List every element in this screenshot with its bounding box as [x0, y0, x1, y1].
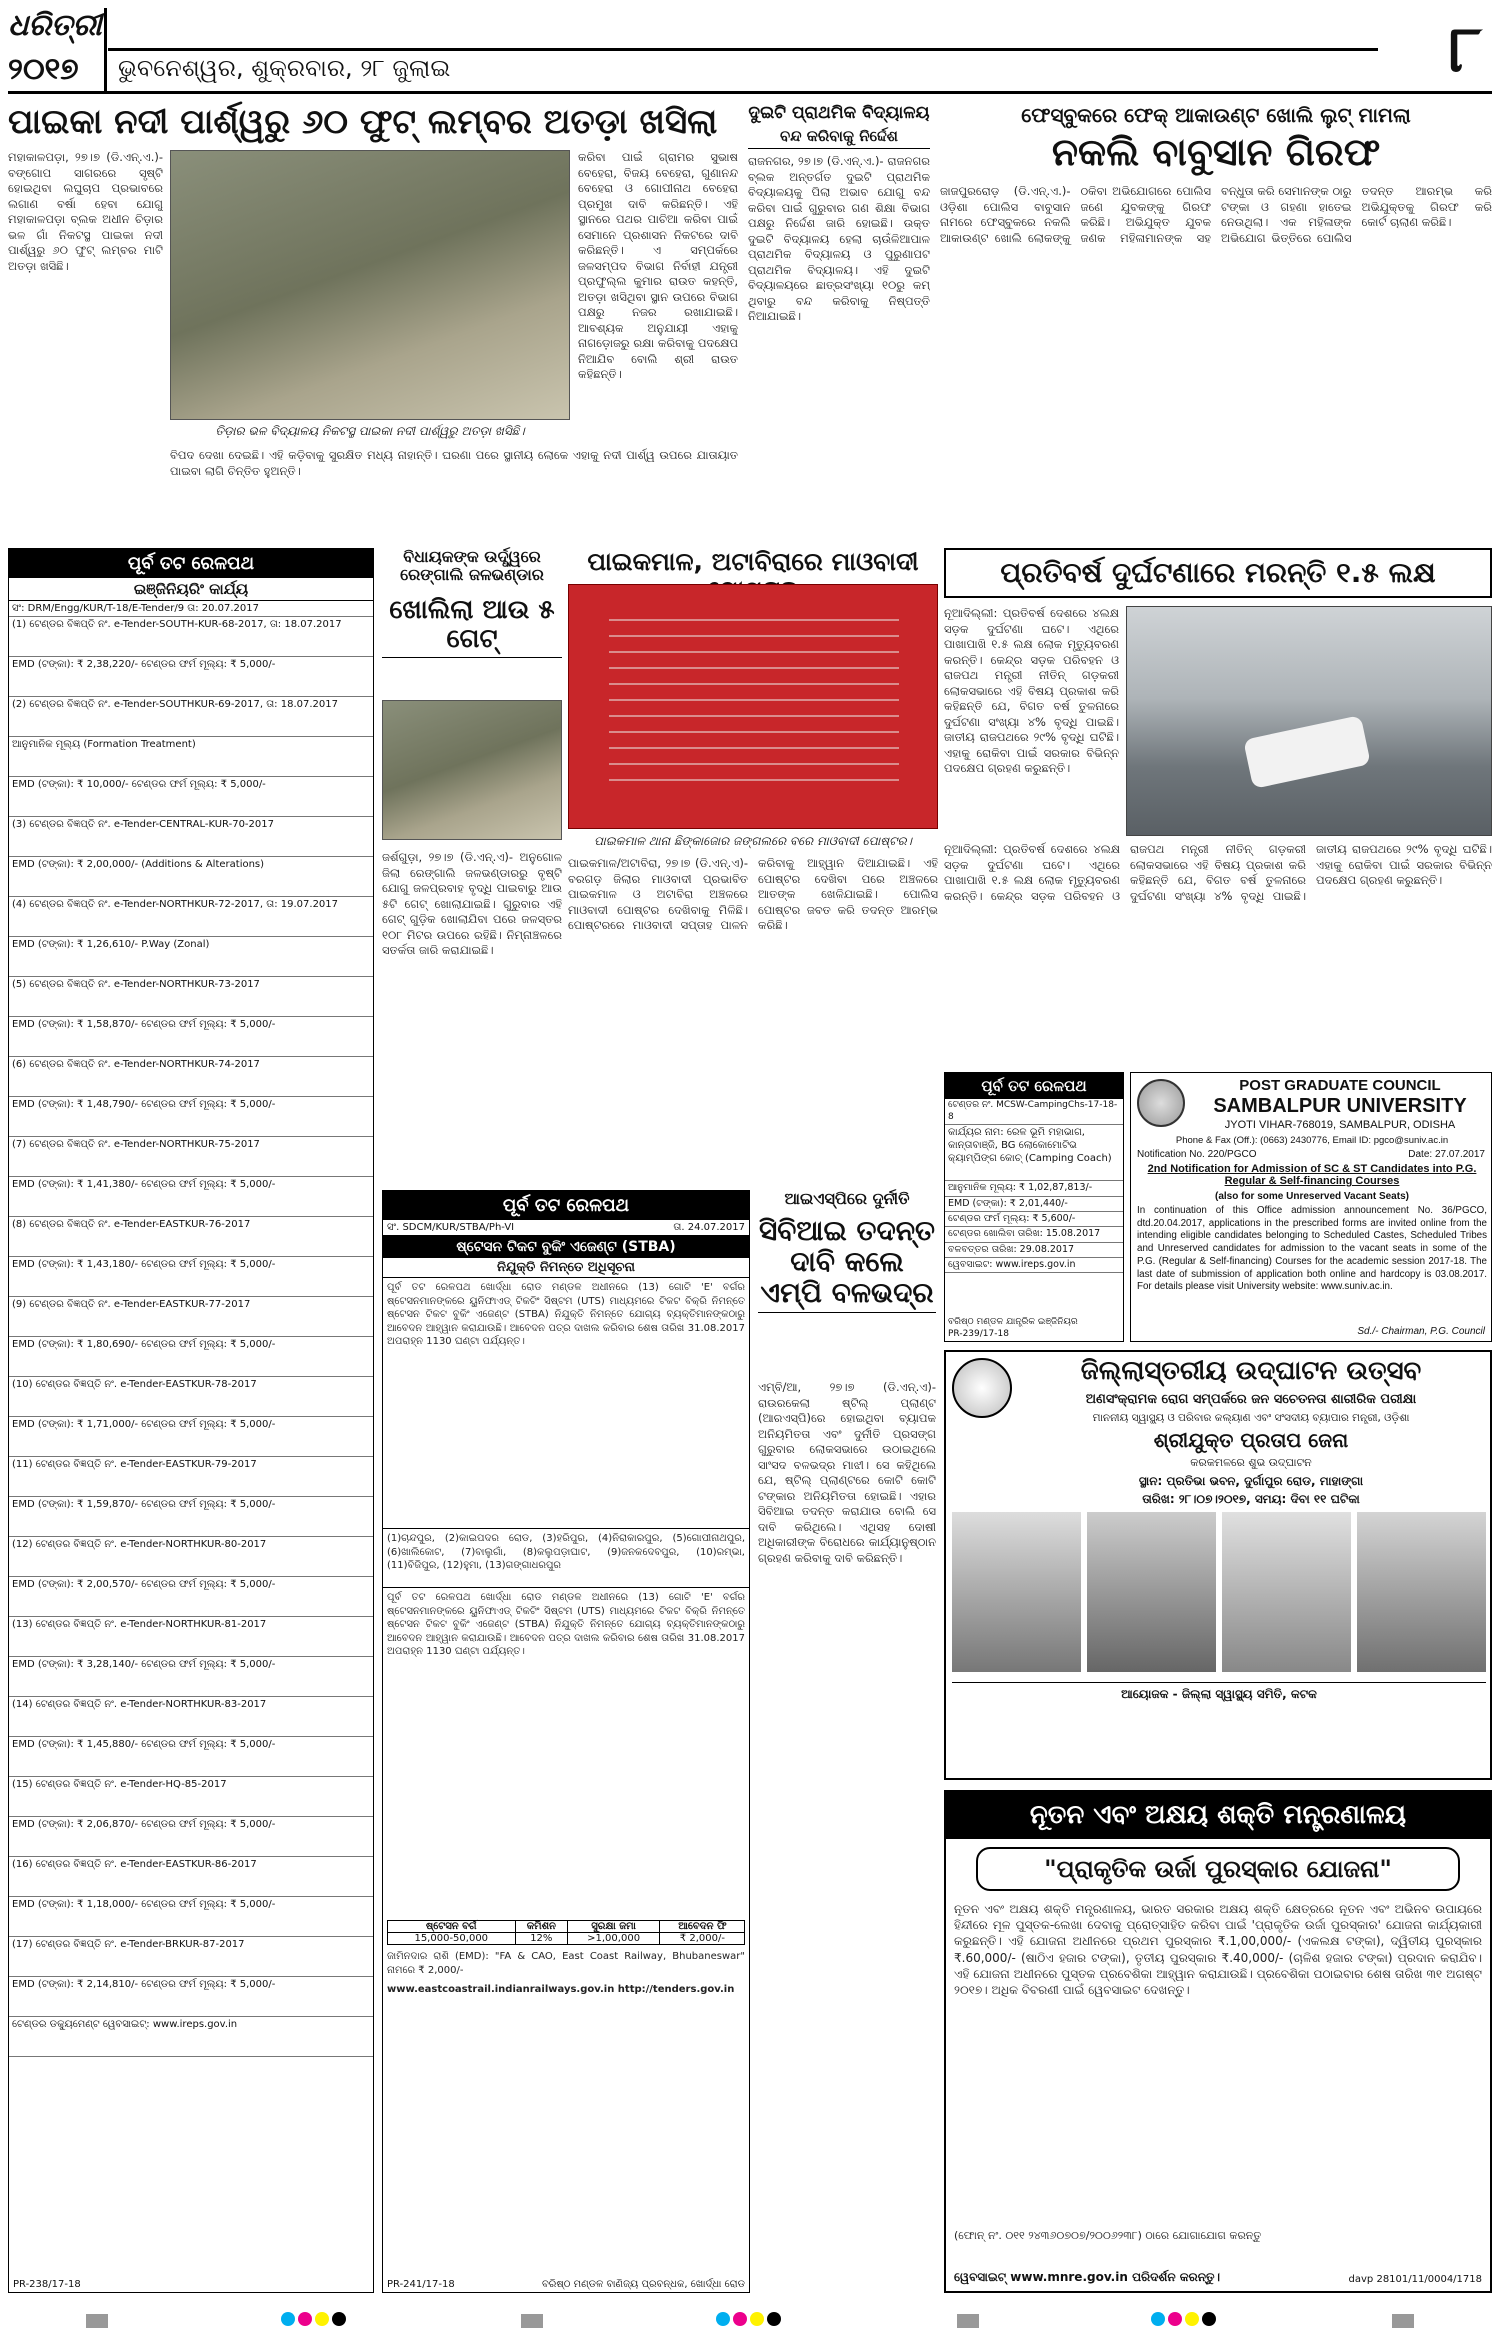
camping-line: ଟେଣ୍ଡର ଫର୍ମ ମୂଲ୍ୟ: ₹ 5,600/-: [945, 1212, 1123, 1227]
tender-row: EMD (ଟଙ୍କା): ₹ 10,000/- ଟେଣ୍ଡର ଫର୍ମ ମୂଲ୍ୟ: ₹ 5,000/-: [9, 777, 373, 817]
tender-row: (1) ଟେଣ୍ଡର ବିଜ୍ଞପ୍ତି ନଂ. e-Tender-SOUTH-KUR-68-2017, ତା: 18.07.2017: [9, 617, 373, 657]
school-body: ରାଜନଗର, ୨୭।୭ (ଡି.ଏନ୍.ଏ.)- ରାଜନଗର ବ୍ଲକ ଅନ୍ତର୍ଗତ ଦୁଇଟି ପ୍ରାଥମିକ ବିଦ୍ୟାଳୟକୁ ପିଲା ଅଭାବ ଯୋଗୁ ବନ୍ଦ କରିବା ପାଇଁ ଗୁରୁବାର ଗଣ ଶିକ୍ଷା ବିଭାଗ ପକ୍ଷରୁ ନିର୍ଦ୍ଦେଶ ଜାରି ହୋଇଛି। ଉକ୍ତ ଦୁଇଟି ବିଦ୍ୟାଳୟ ହେଲା ଚାଉଁଳିଆପାଳ ପ୍ରାଥମିକ ବିଦ୍ୟାଳୟ ଓ ପୁରୁଣାପଟ ପ୍ରାଥମିକ ବିଦ୍ୟାଳୟ। ଏହି ଦୁଇଟି ବିଦ୍ୟାଳୟରେ ଛାତ୍ରସଂଖ୍ୟା ୧୦ରୁ କମ୍ ଥିବାରୁ ବନ୍ଦ କରିବାକୁ ନିଷ୍ପତ୍ତି ନିଆଯାଇଛି।: [748, 154, 930, 324]
gates-kicker: ବିଧାୟକଙ୍କ ଉର୍ଦ୍ଧ୍ୱରେ ରେଙ୍ଗାଲି ଜଳଭଣ୍ଡାର: [400, 547, 544, 584]
stba-tender-notice: [382, 1190, 750, 2293]
tender-row: EMD (ଟଙ୍କା): ₹ 1,45,880/- ଟେଣ୍ଡର ଫର୍ମ ମୂଲ୍ୟ: ₹ 5,000/-: [9, 1737, 373, 1777]
lead-body: କରିବା ପାଇଁ ଗ୍ରାମର ସୁଭାଷ ବେହେରା, ବିଜୟ ବେହେରା, ଗୁଣାନନ୍ଦ ବେହେରା ଓ ଗୋପୀନାଥ ବେହେରା ପ୍ରମୁଖ ଦାବି କରିଛନ୍ତି। ଏହି ସ୍ଥାନରେ ପଥର ପାଚିଆ କରିବା ପାଇଁ ସେମାନେ ପ୍ରଶାସନ ନିକଟରେ ଦାବି କରିଛନ୍ତି। ଏ ସମ୍ପର୍କରେ ଜଳସମ୍ପଦ ବିଭାଗ ନିର୍ବାହୀ ଯନ୍ତ୍ରୀ ପ୍ରଫୁଲ୍ଲ କୁମାର ରାଉତ କହନ୍ତି, ଅତଡ଼ା ଖସିଥିବା ସ୍ଥାନ ଉପରେ ବିଭାଗ ପକ୍ଷରୁ ନଜର ରଖାଯାଇଛି। ଆବଶ୍ୟକ ଅନୁଯାୟୀ ଏହାକୁ ନାଗଡ଼ୋଜରୁ ରକ୍ଷା କରିବାକୁ ପଦକ୍ଷେପ ନିଆଯିବ ବୋଲି ଶ୍ରୀ ରାଉତ କହିଛନ୍ତି।: [578, 150, 738, 382]
health-photo-2: [1087, 1512, 1216, 1672]
masthead-year: ୨୦୧୭: [8, 52, 79, 87]
chairman-signature: Sd./- Chairman, P.G. Council: [1357, 1326, 1485, 1337]
university-seal-icon: [1137, 1079, 1185, 1127]
camping-coach-tender: [944, 1072, 1124, 1342]
tender-row: (11) ଟେଣ୍ଡର ବିଜ୍ଞପ୍ତି ନଂ. e-Tender-EASTKUR-79-2017: [9, 1457, 373, 1497]
tender-row: EMD (ଟଙ୍କା): ₹ 2,00,000/- (Additions & Alterations): [9, 857, 373, 897]
masthead-dateline: ଭୁବନେଶ୍ୱର, ଶୁକ୍ରବାର, ୨୮ ଜୁଲାଇ: [118, 54, 451, 82]
tender-row: (9) ଟେଣ୍ଡର ବିଜ୍ଞପ୍ତି ନଂ. e-Tender-EASTKUR-77-2017: [9, 1297, 373, 1337]
maoist-body: ପାଇକମାଳ/ଅଟାବିରା, ୨୭।୭ (ଡି.ଏନ୍.ଏ)- ବରଗଡ଼ ଜିଲାର ମାଓବାଦୀ ପ୍ରଭାବିତ ପାଇକମାଳ ଓ ଅଟାବିରା ଅଞ୍ଚଳରେ ମାଓବାଦୀ ପୋଷ୍ଟର ଦେଖିବାକୁ ମିଳିଛି। ପୋଷ୍ଟରରେ ମାଓବାଦୀ ସପ୍ତାହ ପାଳନ କରିବାକୁ ଆହ୍ୱାନ ଦିଆଯାଇଛି। ଏହି ପୋଷ୍ଟର ଦେଖିବା ପରେ ଅଞ୍ଚଳରେ ଆତଙ୍କ ଖେଳିଯାଇଛି। ପୋଲିସ ପୋଷ୍ଟର ଜବତ କରି ତଦନ୍ତ ଆରମ୍ଭ କରିଛି।: [568, 856, 938, 933]
lead-dateline-text: ମହାକାଳପଡ଼ା, ୨୭।୭ (ଡି.ଏନ୍.ଏ.)- ବଙ୍ଗୋପ ସାଗରରେ ସୃଷ୍ଟି ହୋଇଥିବା ଲଘୁଚାପ ପ୍ରଭାବରେ ଲଗାଣ ବର୍ଷା ହେବା ଯୋଗୁ ମହାକାଳପଡ଼ା ବ୍ଲକ ଅଧୀନ ଚିଡ଼ାର ଭଳ ଗାଁ ନିକଟସ୍ଥ ପାଇକା ନଦୀ ପାର୍ଶ୍ୱରୁ ୬୦ ଫୁଟ୍ ଲମ୍ବର ମାଟି ଅତଡ଼ା ଖସିଛି।: [8, 150, 163, 273]
grey-patch: [1392, 2314, 1414, 2328]
mnre-davp: davp 28101/11/0004/1718: [1348, 2274, 1482, 2285]
tender-row: EMD (ଟଙ୍କା): ₹ 1,41,380/- ଟେଣ୍ଡର ଫର୍ମ ମୂଲ୍ୟ: ₹ 5,000/-: [9, 1177, 373, 1217]
stba-body: ପୂର୍ବ ତଟ ରେଳପଥ ଖୋର୍ଦ୍ଧା ରୋଡ ମଣ୍ଡଳ ଅଧୀନରେ (13) ଗୋଟି 'E' ବର୍ଗର ଷ୍ଟେସନମାନଙ୍କରେ ୟୁନିଫାଏଡ୍ ଟିକଟିଂ ସିଷ୍ଟମ (UTS) ମାଧ୍ୟମରେ ଟିକଟ ବିକ୍ରି ନିମନ୍ତେ ଷ୍ଟେସନ ଟିକଟ ବୁକିଂ ଏଜେଣ୍ଟ (STBA) ନିଯୁକ୍ତି ନିମନ୍ତେ ଯୋଗ୍ୟ ବ୍ୟକ୍ତିମାନଙ୍କଠାରୁ ଆବେଦନ ଆହ୍ୱାନ କରାଯାଉଛି। ଆବେଦନ ପତ୍ର ଦାଖଲ କରିବାର ଶେଷ ତାରିଖ 31.08.2017 ଅପରାହ୍ନ 1130 ଘଣ୍ଟା ପର୍ଯ୍ୟନ୍ତ।: [387, 1282, 745, 1347]
facebook-body: ଜାଜପୁରରୋଡ଼ (ଡି.ଏନ୍.ଏ.)- ଓଡ଼ିଶା ପୋଲିସ ବାବୁସାନ ନାମରେ ଫେସ୍‌ବୁକରେ ନକଲି ଆକାଉଣ୍ଟ ଖୋଲି ଲୋକଙ୍କୁ ଠକିବା ଅଭିଯୋଗରେ ପୋଲିସ ଜଣେ ଯୁବକଙ୍କୁ ଗିରଫ କରିଛି। ଅଭିଯୁକ୍ତ ଯୁବକ ଜଣକ ମହିଳାମାନଙ୍କ ସହ ବନ୍ଧୁତା କରି ସେମାନଙ୍କ ଠାରୁ ଟଙ୍କା ଓ ଗହଣା ହାତେଇ ନେଉଥିଲା। ଏକ ମହିଳାଙ୍କ ଅଭିଯୋଗ ଭିତ୍ତିରେ ପୋଲିସ ତଦନ୍ତ ଆରମ୍ଭ କରି ଅଭିଯୁକ୍ତକୁ ଗିରଫ କରି କୋର୍ଟ ଚାଲାଣ କରିଛି।: [940, 184, 1492, 245]
tender-row: EMD (ଟଙ୍କା): ₹ 2,14,810/- ଟେଣ୍ଡର ଫର୍ମ ମୂଲ୍ୟ: ₹ 5,000/-: [9, 1977, 373, 2017]
masthead-divider: [104, 8, 107, 92]
stba-websites: www.eastcoastrail.indianrailways.gov.in http://tenders.gov.in: [387, 1984, 735, 1995]
tender-row: (16) ଟେଣ୍ଡର ବିଜ୍ଞପ୍ତି ନଂ. e-Tender-EASTKUR-86-2017: [9, 1857, 373, 1897]
tender-row: EMD (ଟଙ୍କା): ₹ 2,38,220/- ଟେଣ୍ଡର ଫର୍ମ ମୂଲ୍ୟ: ₹ 5,000/-: [9, 657, 373, 697]
cmyk-dots-2: [716, 2311, 784, 2330]
tender-row: (17) ଟେଣ୍ଡର ବିଜ୍ଞପ୍ତି ନଂ. e-Tender-BRKUR-87-2017: [9, 1937, 373, 1977]
stba-title: ଷ୍ଟେସନ ଟିକଟ ବୁକିଂ ଏଜେଣ୍ଟ (STBA): [383, 1236, 749, 1258]
tender-row: ଟେଣ୍ଡର ଡକ୍ୟୁମେଣ୍ଟ ୱେବସାଇଟ୍: www.ireps.gov.in: [9, 2017, 373, 2057]
accident-headline: ପ୍ରତିବର୍ଷ ଦୁର୍ଘଟଣାରେ ମରନ୍ତି ୧.୫ ଲକ୍ଷ: [1000, 555, 1436, 589]
health-ad-title: ଜିଲ୍ଲାସ୍ତରୀୟ ଉଦ୍‌ଘାଟନ ଉତ୍ସବ: [1080, 1356, 1422, 1386]
tender-row: (4) ଟେଣ୍ଡର ବିଜ୍ଞପ୍ତି ନଂ. e-Tender-NORTHKUR-72-2017, ତା: 19.07.2017: [9, 897, 373, 937]
camping-line: ଟେଣ୍ଡର ଖୋଲିବା ତାରିଖ: 15.08.2017: [945, 1227, 1123, 1242]
grey-patch: [957, 2314, 979, 2328]
tender-notice-ref: ସଂ: DRM/Engg/KUR/T-18/E-Tender/9 ତା: 20.07.2017: [9, 601, 373, 617]
health-photo-4: [1357, 1512, 1486, 1672]
stba-table-header-cell: ଆବେଦନ ଫି: [660, 1921, 745, 1933]
stba-table-header: [387, 1921, 745, 1933]
health-ad-venue: ସ୍ଥାନ: ପ୍ରତିଭା ଭବନ, ଦୁର୍ଗାପୁର ରୋଡ, ମାହାଙ୍ଗା: [1138, 1474, 1364, 1488]
lead-body-2: ବିପଦ ଦେଖା ଦେଇଛି। ଏହି କଡ଼ିବାକୁ ସୁରକ୍ଷିତ ମଧ୍ୟ ନାହାନ୍ତି। ଘରଣା ପରେ ସ୍ଥାନୀୟ ଲୋକେ ଏହାକୁ ନଦୀ ପାର୍ଶ୍ୱ ଉପରେ ଯାତାୟାତ ପାଇବା ଲାଗି ଚିନ୍ତିତ ହୁଅନ୍ତି।: [170, 448, 738, 478]
tender-row: EMD (ଟଙ୍କା): ₹ 2,06,870/- ଟେଣ୍ଡର ଫର୍ମ ମୂଲ୍ୟ: ₹ 5,000/-: [9, 1817, 373, 1857]
tender-banner: ପୂର୍ବ ତଟ ରେଳପଥ: [9, 549, 373, 578]
accident-photo: [1126, 606, 1492, 836]
tender-row: EMD (ଟଙ୍କା): ₹ 2,00,570/- ଟେଣ୍ଡର ଫର୍ମ ମୂଲ୍ୟ: ₹ 5,000/-: [9, 1577, 373, 1617]
tender-row: EMD (ଟଙ୍କା): ₹ 1,48,790/- ଟେଣ୍ଡର ଫର୍ମ ମୂଲ୍ୟ: ₹ 5,000/-: [9, 1097, 373, 1137]
stba-table-header-cell: କମିଶନ: [515, 1921, 567, 1933]
admission-heading: 2nd Notification for Admission of SC & ST Candidates into P.G. Regular & Self-financing Courses: [1147, 1163, 1477, 1187]
tender-row: (5) ଟେଣ୍ଡର ବିଜ୍ଞପ୍ତି ନଂ. e-Tender-NORTHKUR-73-2017: [9, 977, 373, 1017]
health-ad-photos: [952, 1512, 1486, 1672]
overturned-car: [1243, 715, 1371, 789]
stba-table-cell: 15,000-50,000: [387, 1933, 515, 1945]
stba-signatory: ବରିଷ୍ଠ ମଣ୍ଡଳ ବାଣିଜ୍ୟ ପ୍ରବନ୍ଧକ, ଖୋର୍ଦ୍ଧା ରୋଡ: [541, 2279, 745, 2290]
odisha-emblem-icon: [952, 1358, 1012, 1418]
rsp-kicker: ଆଇଏସ୍‌ପିରେ ଦୁର୍ନୀତି: [784, 1189, 910, 1208]
grey-patch: [86, 2314, 108, 2328]
health-ad-subtitle: ଅଣସଂକ୍ରାମକ ରୋଗ ସମ୍ପର୍କରେ ଜନ ସଚେତନତା ଶାରୀରିକ ପରୀକ୍ଷା: [1085, 1392, 1417, 1407]
rsp-headline: ସିବିଆଇ ତଦନ୍ତ ଦାବି କଲେ ଏମ୍‌ପି ବଳଭଦ୍ର: [758, 1216, 936, 1313]
tender-row: EMD (ଟଙ୍କା): ₹ 1,26,610/- P.Way (Zonal): [9, 937, 373, 977]
tender-row: (13) ଟେଣ୍ଡର ବିଜ୍ଞପ୍ତି ନଂ. e-Tender-NORTHKUR-81-2017: [9, 1617, 373, 1657]
health-ad-guest-role: କରକମଳରେ ଶୁଭ ଉଦ୍‌ଘାଟନ: [1190, 1456, 1312, 1469]
tender-row: (15) ଟେଣ୍ଡର ବିଜ୍ଞପ୍ତି ନଂ. e-Tender-HQ-85-2017: [9, 1777, 373, 1817]
stba-table-header-cell: ଷ୍ଟେସନ ବର୍ଗ: [387, 1921, 515, 1933]
masthead-rule: [108, 48, 1378, 51]
facebook-headline: ନକଲି ବାବୁସାନ ଗିରଫ: [1051, 130, 1381, 174]
riverbank-photo-caption: ତିଡ଼ାର ଭଳ ବିଦ୍ୟାଳୟ ନିକଟସ୍ଥ ପାଇକା ନଦୀ ପାର୍ଶ୍ୱରୁ ଅତଡ଼ା ଖସିଛି।: [215, 424, 525, 438]
camping-ref: ଟେଣ୍ଡର ନଂ. MCSW-CampingChs-17-18-8: [945, 1099, 1123, 1125]
stba-date: ତା. 24.07.2017: [673, 1222, 745, 1233]
camping-lines: [945, 1181, 1123, 1273]
tender-row: (3) ଟେଣ୍ଡର ବିଜ୍ଞପ୍ତି ନଂ. e-Tender-CENTRAL-KUR-70-2017: [9, 817, 373, 857]
tender-row: (6) ଟେଣ୍ଡର ବିଜ୍ଞପ୍ତି ନଂ. e-Tender-NORTHKUR-74-2017: [9, 1057, 373, 1097]
camping-body: କାର୍ଯ୍ୟର ନାମ: ରେଳ ଭୂମି ମହାଭାଗ, କାନ୍ତାବାଞ୍ଜି, BG ଲୋକୋମୋଟିଭ କ୍ୟାମ୍ପିଙ୍ଗ କୋଚ୍ (Camping Coach): [945, 1125, 1123, 1181]
facebook-kicker: ଫେସ୍‌ବୁକରେ ଫେକ୍ ଆକାଉଣ୍ଟ ଖୋଲି ଲୁଟ୍ ମାମଲା: [1021, 103, 1411, 127]
tender-row: EMD (ଟଙ୍କା): ₹ 1,80,690/- ଟେଣ୍ଡର ଫର୍ମ ମୂଲ୍ୟ: ₹ 5,000/-: [9, 1337, 373, 1377]
grey-patch: [521, 2314, 543, 2328]
health-inauguration-ad: [944, 1350, 1492, 1780]
pg-council-title: POST GRADUATE COUNCIL: [1239, 1077, 1441, 1094]
tender-row: ଆନୁମାନିକ ମୂଲ୍ୟ (Formation Treatment): [9, 737, 373, 777]
print-registration-strip: [0, 2306, 1500, 2335]
stba-table-cell: >1,00,000: [567, 1933, 660, 1945]
tender-row: (7) ଟେଣ୍ଡର ବିଜ୍ଞପ୍ତି ନଂ. e-Tender-NORTHKUR-75-2017: [9, 1137, 373, 1177]
university-name: SAMBALPUR UNIVERSITY: [1213, 1095, 1467, 1117]
tender-row: (12) ଟେଣ୍ଡର ବିଜ୍ଞପ୍ତି ନଂ. e-Tender-NORTHKUR-80-2017: [9, 1537, 373, 1577]
tender-row: (8) ଟେଣ୍ଡର ବିଜ୍ଞପ୍ତି ନଂ. e-Tender-EASTKUR-76-2017: [9, 1217, 373, 1257]
stba-table-header-cell: ସୁରକ୍ଷା ଜମା: [567, 1921, 660, 1933]
admission-subheading: (also for some Unreserved Vacant Seats): [1215, 1191, 1409, 1202]
health-ad-guest: ଶ୍ରୀଯୁକ୍ତ ପ୍ରତାପ ଜେନା: [1153, 1428, 1349, 1452]
health-photo-3: [1222, 1512, 1351, 1672]
tender-row: (2) ଟେଣ୍ଡର ବିଜ୍ଞପ୍ତି ନଂ. e-Tender-SOUTHKUR-69-2017, ତା: 18.07.2017: [9, 697, 373, 737]
school-headline: ଦୁଇଟି ପ୍ରାଥମିକ ବିଦ୍ୟାଳୟ: [748, 103, 930, 123]
masthead: [8, 8, 1492, 94]
camping-banner: ପୂର୍ବ ତଟ ରେଳପଥ: [945, 1073, 1123, 1099]
camping-line: ୱେବସାଇଟ: www.ireps.gov.in: [945, 1258, 1123, 1273]
tender-row: EMD (ଟଙ୍କା): ₹ 1,43,180/- ଟେଣ୍ଡର ଫର୍ମ ମୂଲ୍ୟ: ₹ 5,000/-: [9, 1257, 373, 1297]
health-photo-1: [952, 1512, 1081, 1672]
health-ad-organizer: ଆୟୋଜକ - ଜିଲ୍ଲା ସ୍ୱାସ୍ଥ୍ୟ ସମିତି, କଟକ: [952, 1682, 1486, 1702]
camping-signatory: ବରିଷ୍ଠ ମଣ୍ଡଳ ଯାନ୍ତ୍ରିକ ଇଞ୍ଜିନିୟର: [948, 1317, 1078, 1327]
accident-body: ନୂଆଦିଲ୍ଲୀ: ପ୍ରତିବର୍ଷ ଦେଶରେ ୪ଲକ୍ଷ ସଡ଼କ ଦୁର୍ଘଟଣା ଘଟେ। ଏଥିରେ ପାଖାପାଖି ୧.୫ ଲକ୍ଷ ଲୋକ ମୃତ୍ୟୁବରଣ କରନ୍ତି। କେନ୍ଦ୍ର ସଡ଼କ ପରିବହନ ଓ ରାଜପଥ ମନ୍ତ୍ରୀ ନୀତିନ୍ ଗଡ଼କରୀ ଲୋକସଭାରେ ଏହି ବିଷୟ ପ୍ରକାଶ କରି କହିଛନ୍ତି ଯେ, ବିଗତ ବର୍ଷ ତୁଳନାରେ ଦୁର୍ଘଟଣା ସଂଖ୍ୟା ୪% ବୃଦ୍ଧି ପାଇଛି। ଜାତୀୟ ରାଜପଥରେ ୨୯% ବୃଦ୍ଧି ଘଟିଛି। ଏହାକୁ ରୋକିବା ପାଇଁ ସରକାର ବିଭିନ୍ନ ପଦକ୍ଷେପ ଗ୍ରହଣ କରୁଛନ୍ତି।: [944, 606, 1119, 776]
sambalpur-university-notice: [1130, 1072, 1492, 1342]
cmyk-dots-1: [281, 2311, 349, 2330]
notification-date: Date: 27.07.2017: [1408, 1149, 1485, 1160]
tender-subtitle: ଇଞ୍ଜିନିୟରିଂ କାର୍ଯ୍ୟ: [9, 578, 373, 601]
stba-body-2: ପୂର୍ବ ତଟ ରେଳପଥ ଖୋର୍ଦ୍ଧା ରୋଡ ମଣ୍ଡଳ ଅଧୀନରେ (13) ଗୋଟି 'E' ବର୍ଗର ଷ୍ଟେସନମାନଙ୍କରେ ୟୁନିଫାଏଡ୍ ଟିକଟିଂ ସିଷ୍ଟମ (UTS) ମାଧ୍ୟମରେ ଟିକଟ ବିକ୍ରି ନିମନ୍ତେ ଷ୍ଟେସନ ଟିକଟ ବୁକିଂ ଏଜେଣ୍ଟ (STBA) ନିଯୁକ୍ତି ନିମନ୍ତେ ଯୋଗ୍ୟ ବ୍ୟକ୍ତିମାନଙ୍କଠାରୁ ଆବେଦନ ଆହ୍ୱାନ କରାଯାଉଛି। ଆବେଦନ ପତ୍ର ଦାଖଲ କରିବାର ଶେଷ ତାରିଖ 31.08.2017 ଅପରାହ୍ନ 1130 ଘଣ୍ଟା ପର୍ଯ୍ୟନ୍ତ।: [387, 1592, 745, 1657]
stba-banner: ପୂର୍ବ ତଟ ରେଳପଥ: [383, 1191, 749, 1220]
camping-line: ଆନୁମାନିକ ମୂଲ୍ୟ: ₹ 1,02,87,813/-: [945, 1181, 1123, 1196]
mnre-ministry: ନୂତନ ଏବଂ ଅକ୍ଷୟ ଶକ୍ତି ମନ୍ତ୍ରଣାଳୟ: [946, 1792, 1490, 1839]
tender-row: EMD (ଟଙ୍କା): ₹ 1,18,000/- ଟେଣ୍ଡର ଫର୍ମ ମୂଲ୍ୟ: ₹ 5,000/-: [9, 1897, 373, 1937]
tender-row: EMD (ଟଙ୍କା): ₹ 1,59,870/- ଟେଣ୍ଡର ଫର୍ମ ମୂଲ୍ୟ: ₹ 5,000/-: [9, 1497, 373, 1537]
tender-row: (10) ଟେଣ୍ଡର ବିଜ୍ଞପ୍ତି ନଂ. e-Tender-EASTKUR-78-2017: [9, 1377, 373, 1417]
university-contact: Phone & Fax (Off.): (0663) 2430776, Email ID: pgco@suniv.ac.in: [1175, 1135, 1449, 1146]
health-ad-datetime: ତାରିଖ: ୨୮।୦୭।୨୦୧୭, ସମୟ: ଦିବା ୧୧ ଘଟିକା: [1142, 1492, 1360, 1506]
lead-headline: ପାଇକା ନଦୀ ପାର୍ଶ୍ୱରୁ ୬୦ ଫୁଟ୍ ଲମ୍ବର ଅତଡ଼ା ଖସିଲା: [8, 102, 718, 142]
rsp-body: ଏମ୍‌ବି/ଆ, ୨୭।୭ (ଡି.ଏନ୍.ଏ)- ରାଉରକେଲା ଷ୍ଟିଲ୍ ପ୍ଲାଣ୍ଟ (ଆରଏସ୍‌ପି)ରେ ହୋଇଥିବା ବ୍ୟାପକ ଅନିୟମିତତା ଏବଂ ଦୁର୍ନୀତି ପ୍ରସଙ୍ଗ ଗୁରୁବାର ଲୋକସଭାରେ ଉଠାଇଥିଲେ ସାଂସଦ ବଳଭଦ୍ର ମାଝୀ। ସେ କହିଥିଲେ ଯେ, ଷ୍ଟିଲ୍ ପ୍ଲାଣ୍ଟରେ କୋଟି କୋଟି ଟଙ୍କାର ଅନିୟମିତତା ହୋଇଛି। ଏହାର ସିବିଆଇ ତଦନ୍ତ କରାଯାଉ ବୋଲି ସେ ଦାବି କରିଥିଲେ। ଏଥିସହ ଦୋଷୀ ଅଧିକାରୀଙ୍କ ବିରୋଧରେ କାର୍ଯ୍ୟାନୁଷ୍ଠାନ ଗ୍ରହଣ କରିବାକୁ ଦାବି କରିଛନ୍ତି।: [758, 1380, 936, 1565]
maoist-headline: ପାଇକମାଳ, ଅଟାବିରାରେ ମାଓବାଦୀ: [587, 547, 919, 576]
tender-footer: PR-238/17-18: [13, 2279, 81, 2290]
stba-subtitle: ନିଯୁକ୍ତି ନିମନ୍ତେ ଅଧିସୂଚନା: [383, 1258, 749, 1278]
camping-footer: PR-239/17-18: [948, 1329, 1009, 1339]
stba-stations: (1)ଚାନ୍ଦପୁର, (2)କାଇପଦର ରୋଡ, (3)ହରିପୁର, (4)ନିରାକାରପୁର, (5)ଗୋପୀନାଥପୁର, (6)ଖାଲିକୋଟ, (7)ବାଲୁଗାଁ, (8)କଲୁପଡ଼ାଘାଟ, (9)ଜନକଦେବପୁର, (10)ରମ୍ଭା, (11)ବିଜିପୁର, (12)ହୁମା, (13)ଗଙ୍ଗାଧରପୁର: [383, 1528, 749, 1588]
stba-ref: ସଂ. SDCM/KUR/STBA/Ph-VI: [387, 1222, 515, 1233]
mnre-address: (ଫୋନ୍ ନଂ. ୦୧୧ ୨୪୩୬୦୭୦୭/୨୦୦୬୨୩୮) ଠାରେ ଯୋଗାଯୋଗ କରନ୍ତୁ: [954, 2229, 1262, 2242]
camping-line: EMD (ଟଙ୍କା): ₹ 2,01,440/-: [945, 1197, 1123, 1212]
tender-row: EMD (ଟଙ୍କା): ₹ 3,28,140/- ଟେଣ୍ଡର ଫର୍ମ ମୂଲ୍ୟ: ₹ 5,000/-: [9, 1657, 373, 1697]
stba-footer: PR-241/17-18: [387, 2279, 455, 2290]
school-subhead: ବନ୍ଦ କରିବାକୁ ନିର୍ଦ୍ଦେଶ: [748, 128, 930, 149]
page-number: ୮: [1448, 12, 1482, 87]
gates-body: ଜର୍ଶଗୁଡ଼ା, ୨୭।୭ (ଡି.ଏନ୍.ଏ)- ଅନୁଗୋଳ ଜିଲା ରେଙ୍ଗାଲି ଜଳଭଣ୍ଡାରରୁ ବୃଷ୍ଟି ଯୋଗୁ ଜଳପ୍ରବାହ ବୃଦ୍ଧି ପାଇବାରୁ ଆଉ ୫ଟି ଗେଟ୍ ଖୋଲାଯାଇଛି। ଗୁରୁବାର ଏହି ଗେଟ୍ ଗୁଡ଼ିକ ଖୋଲାଯିବା ପରେ ଜଳସ୍ତର ୧୦୮ ମିଟର ଉପରେ ରହିଛି। ନିମ୍ନାଞ୍ଚଳରେ ସତର୍କତା ଜାରି କରାଯାଇଛି।: [382, 850, 562, 958]
gates-headline: ଖୋଲିଲା ଆଉ ୫ ଗେଟ୍: [382, 596, 562, 658]
stba-emd: ଜାମିନଦାର ରାଶି (EMD): "FA & CAO, East Coast Railway, Bhubaneswar" ନାମରେ ₹ 2,000/-: [387, 1951, 745, 1976]
stba-table: [387, 1920, 746, 1945]
university-address: JYOTI VIHAR-768019, SAMBALPUR, ODISHA: [1224, 1119, 1456, 1131]
reservoir-photo: [382, 700, 562, 840]
accident-body-columns: ନୂଆଦିଲ୍ଲୀ: ପ୍ରତିବର୍ଷ ଦେଶରେ ୪ଲକ୍ଷ ସଡ଼କ ଦୁର୍ଘଟଣା ଘଟେ। ଏଥିରେ ପାଖାପାଖି ୧.୫ ଲକ୍ଷ ଲୋକ ମୃତ୍ୟୁବରଣ କରନ୍ତି। କେନ୍ଦ୍ର ସଡ଼କ ପରିବହନ ଓ ରାଜପଥ ମନ୍ତ୍ରୀ ନୀତିନ୍ ଗଡ଼କରୀ ଲୋକସଭାରେ ଏହି ବିଷୟ ପ୍ରକାଶ କରି କହିଛନ୍ତି ଯେ, ବିଗତ ବର୍ଷ ତୁଳନାରେ ଦୁର୍ଘଟଣା ସଂଖ୍ୟା ୪% ବୃଦ୍ଧି ପାଇଛି। ଜାତୀୟ ରାଜପଥରେ ୨୯% ବୃଦ୍ଧି ଘଟିଛି। ଏହାକୁ ରୋକିବା ପାଇଁ ସରକାର ବିଭିନ୍ନ ପଦକ୍ଷେପ ଗ୍ରହଣ କରୁଛନ୍ତି।: [944, 842, 1492, 903]
maoist-caption: ପାଇକମାଳ ଥାନା ଛିଙ୍କାଜୋର ଜଙ୍ଗଲରେ ବରେ ମାଓବାଦୀ ପୋଷ୍ଟର।: [594, 834, 912, 848]
masthead-logo: ଧରିତ୍ରୀ: [8, 8, 102, 43]
stba-table-cell: ₹ 2,000/-: [660, 1933, 745, 1945]
east-coast-railway-tender-engineering: [8, 548, 374, 2293]
maoist-poster-photo: [568, 584, 938, 829]
cmyk-dots-3: [1151, 2311, 1219, 2330]
mnre-scheme: "ପ୍ରାକୃତିକ ଉର୍ଜା ପୁରସ୍କାର ଯୋଜନା": [976, 1847, 1460, 1891]
camping-line: ବଳବତ୍ତର ତାରିଖ: 29.08.2017: [945, 1243, 1123, 1258]
stba-table-row: [387, 1933, 745, 1945]
riverbank-photo: [170, 150, 570, 420]
tender-rows: [9, 617, 373, 2057]
tender-row: (14) ଟେଣ୍ଡର ବିଜ୍ଞପ୍ତି ନଂ. e-Tender-NORTHKUR-83-2017: [9, 1697, 373, 1737]
tender-row: EMD (ଟଙ୍କା): ₹ 1,71,000/- ଟେଣ୍ଡର ଫର୍ମ ମୂଲ୍ୟ: ₹ 5,000/-: [9, 1417, 373, 1457]
mnre-body: ନୂତନ ଏବଂ ଅକ୍ଷୟ ଶକ୍ତି ମନ୍ତ୍ରଣାଳୟ, ଭାରତ ସରକାର ଅକ୍ଷୟ ଶକ୍ତି କ୍ଷେତ୍ରରେ ନୂତନ ଏବଂ ଅଭିନବ ଉପାୟରେ ହିନ୍ଦୀରେ ମୂଳ ପୁସ୍ତକ-ଲେଖା ଦେବାକୁ ପ୍ରୋତ୍ସାହିତ କରିବା ପାଇଁ 'ପ୍ରାକୃତିକ ଉର୍ଜା ପୁରସ୍କାର' ଯୋଜନା କାର୍ଯ୍ୟକାରୀ କରୁଛନ୍ତି। ଏହି ଯୋଜନା ଅଧୀନରେ ପ୍ରଥମ ପୁରସ୍କାର ₹.1,00,000/- (ଏକଲକ୍ଷ ଟଙ୍କା), ଦ୍ୱିତୀୟ ପୁରସ୍କାର ₹.60,000/- (ଷାଠିଏ ହଜାର ଟଙ୍କା), ତୃତୀୟ ପୁରସ୍କାର ₹.40,000/- (ଚାଳିଶ ହଜାର ଟଙ୍କା) ପ୍ରଦାନ କରାଯିବ। ଏହି ଯୋଜନା ଅଧୀନରେ ପୁସ୍ତକ ପ୍ରବେଶିକା ଆହ୍ୱାନ କରାଯାଉଛି। ପ୍ରବେଶିକା ପଠାଇବାର ଶେଷ ତାରିଖ ୩୧ ଅଗଷ୍ଟ ୨୦୧୭। ଅଧିକ ବିବରଣୀ ପାଇଁ ୱେବସାଇଟ ଦେଖନ୍ତୁ।: [954, 1902, 1482, 1997]
accident-headline-box: [944, 548, 1492, 598]
tender-row: EMD (ଟଙ୍କା): ₹ 1,58,870/- ଟେଣ୍ଡର ଫର୍ମ ମୂଲ୍ୟ: ₹ 5,000/-: [9, 1017, 373, 1057]
stba-table-cell: 12%: [515, 1933, 567, 1945]
mnre-website: ୱେବସାଇଟ୍ www.mnre.gov.in ପରିଦର୍ଶନ କରନ୍ତୁ।: [954, 2270, 1220, 2284]
poster-script-lines: [609, 615, 899, 795]
health-ad-minister-line: ମାନନୀୟ ସ୍ୱାସ୍ଥ୍ୟ ଓ ପରିବାର କଲ୍ୟାଣ ଏବଂ ସଂସଦୀୟ ବ୍ୟାପାର ମନ୍ତ୍ରୀ, ଓଡ଼ିଶା: [1092, 1412, 1410, 1424]
notification-number: Notification No. 220/PGCO: [1137, 1149, 1257, 1160]
mnre-award-ad: [944, 1790, 1492, 2293]
admission-body: In continuation of this Office admission announcement No. 36/PGCO, dtd.20.04.2017, applications in the prescribed forms are invited online from the intending eligible candidates belonging to Scheduled Castes, Scheduled Tribes and Unreserved candidates for admission to the vacant seats in some of the P.G. (Regular & Self-financing) Courses for the academic session 2017-18. The last date of submission of application both online and hardcopy is 03.08.2017. For details please visit University website: www.suniv.ac.in.: [1137, 1205, 1487, 1293]
